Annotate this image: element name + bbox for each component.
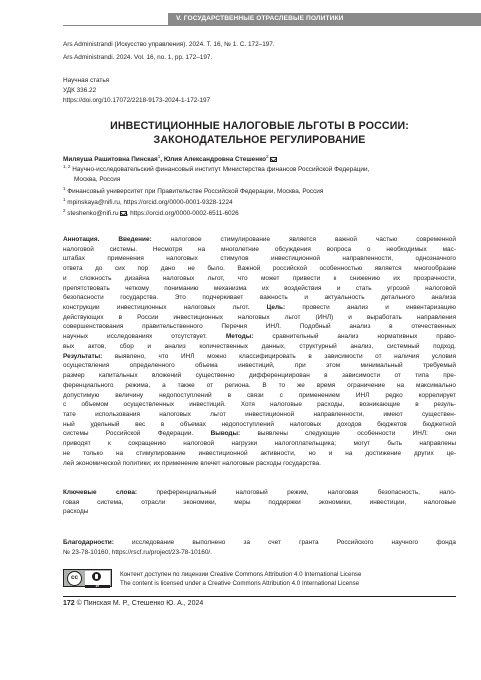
abstract-line — [63, 303, 456, 313]
article-title — [63, 119, 456, 148]
abstract-text: сравнительный анализ нормативных право- — [253, 333, 456, 341]
title-line-2: ЗАКОНОДАТЕЛЬНОЕ РЕГУЛИРОВАНИЕ — [153, 134, 366, 147]
copyright: © Пинская М. Р., Стешенко Ю. А., 2024 — [74, 600, 204, 607]
abstract-line: и сложность дизайна налоговых льгот, что может привести к снижению их прозрачности, — [63, 274, 456, 282]
abstract-text: конструкции инвестиционных налоговых льгот. — [63, 304, 267, 312]
acknowledgments-text: исследование выполнено за счет гранта Российского научного фонда — [113, 539, 456, 546]
abstract-line: ответа до сих пор дано не было. Важной российской особенностью является многообразие — [63, 265, 456, 273]
footer-rule — [63, 596, 456, 597]
abstract-heading: Методы: — [225, 333, 254, 341]
abstract-line: штабах применения налоговых стимулов инвестиционной направленности, однозначного — [63, 255, 456, 263]
email-2-address[interactable]: steshenko@nifi.ru — [67, 210, 119, 217]
abstract-line — [63, 332, 456, 342]
authors — [63, 155, 456, 165]
article-type: Научная статья — [63, 77, 110, 84]
keywords-line: говая система, отрасли экономики, меры поддержки экономики, инвестиции, налоговые — [63, 498, 456, 506]
email-2-sup: 2 — [63, 207, 66, 213]
keywords-line: расходы — [63, 508, 89, 516]
abstract-heading: Выводы: — [210, 430, 241, 438]
by-icon — [85, 571, 110, 585]
author-2: Юлия Александровна Стешенко — [163, 156, 267, 163]
acknowledgments-line[interactable]: № 23-78-10160, https://rscf.ru/project/23-78-10160/. — [63, 548, 212, 556]
acknowledgments-line — [63, 538, 456, 548]
envelope-icon — [270, 157, 277, 162]
email-1-sup: 1 — [63, 196, 66, 202]
abstract-line: допустимую величину недопоступлений в связи с применением ИНЛ редко коррелирует — [63, 391, 456, 399]
affiliation-1-text: Финансовый университет при Правительстве Российской Федерации, Москва, Россия — [67, 188, 324, 195]
abstract-line: действующих в России инвестиционных налоговых льгот (ИНЛ) и выработать направления — [63, 313, 456, 321]
email-1-orcid[interactable]: mpinskaya@nifi.ru, https://orcid.org/0000-0001-9328-1224 — [67, 199, 233, 206]
abstract-line: безопасности государства. Это подчеркивает важность и актуальность детального анализа — [63, 294, 456, 302]
acknowledgments — [63, 538, 456, 557]
author-2-contacts — [63, 209, 456, 219]
license-text-en: The content is licensed under a Creative Commons Attribution 4.0 International License — [120, 580, 360, 587]
abstract-text: выявлены следующие особенности ИНЛ: они — [240, 430, 456, 438]
author-1: Миляуша Рашитовна Пинская — [63, 156, 158, 163]
abstract-line: ференциального режима, а также от региона. В то же время ограничение на максимально — [63, 381, 456, 389]
keywords-label: Ключевые слова: — [63, 489, 138, 496]
header-rule — [63, 25, 481, 26]
affiliation-1-2-line-2: Москва, Россия — [74, 176, 121, 183]
affiliation-1-sup: 1 — [63, 185, 66, 191]
abstract-line: тате использования налоговых льгот инвестиционной направленности, имеют существен- — [63, 410, 456, 418]
cc-by-license-badge[interactable] — [63, 569, 112, 587]
abstract-line: осуществления определенного объема инвестиций, при этом минимальный требуемый — [63, 362, 456, 370]
title-line-1: ИНВЕСТИЦИОННЫЕ НАЛОГОВЫЕ ЛЬГОТЫ В РОССИИ: — [110, 120, 409, 132]
abstract-text: налоговое стимулирование является важной частью современной — [151, 236, 456, 243]
abstract-line: не только на стимулирование инвестиционной активности, но и на достижение других це- — [63, 449, 456, 457]
abstract-line: с объемом осуществленных инвестиций. Хотя налоговые расходы, возникающие в резуль- — [63, 401, 456, 409]
abstract-text: системы Российской Федерации. — [63, 430, 211, 438]
page-number: 172 — [63, 600, 75, 607]
abstract-line: лей экономической политики; их применение влечет налоговые расходы государства. — [63, 459, 321, 467]
abstract-line: приводят к сокращению налоговой нагрузки налогоплательщика; могут быть направлены — [63, 440, 456, 448]
acknowledgments-label: Благодарности: — [63, 539, 114, 546]
doi-link[interactable]: https://doi.org/10.17072/2218-9173-2024-1-172-197 — [63, 97, 211, 104]
license-text-ru: Контент доступен по лицензии Creative Commons Attribution 4.0 International License — [120, 571, 362, 578]
author-1-contacts — [63, 198, 456, 208]
keywords-line — [63, 488, 456, 498]
abstract-text: научных исследованиях отсутствует. — [63, 333, 226, 341]
abstract-heading: Аннотация. Введение: — [63, 236, 152, 243]
page-footer — [63, 599, 203, 609]
running-header: V. ГОСУДАРСТВЕННЫЕ ОТРАСЛЕВЫЕ ПОЛИТИКИ — [168, 13, 481, 25]
affiliation-1-2 — [63, 165, 456, 175]
keywords — [63, 488, 456, 517]
author-1-sup: 1 — [157, 153, 161, 159]
keywords-text: преференциальный налоговый режим, налоговая безопасность, нало- — [137, 489, 457, 496]
abstract-heading: Результаты: — [63, 352, 103, 360]
abstract-line: налоговой системы. Несмотря на многолетние обсуждения вопроса о необходимых мас- — [63, 245, 456, 253]
author-2-sup: 2 — [266, 153, 269, 159]
abstract-line: вых актов, сбор и анализ количественных данных, структурный анализ, системный подход. — [63, 342, 456, 350]
citation-ru: Ars Administrandi (Искусство управления). 2024. Т. 16, № 1. С. 172–197. — [63, 41, 275, 48]
abstract-line — [63, 235, 456, 245]
affiliation-1-2-sup: 1, 2 — [63, 163, 71, 169]
by-label: BY — [85, 585, 110, 588]
affiliation-1 — [63, 187, 456, 197]
abstract-line — [63, 429, 456, 439]
email-2-orcid[interactable]: , https://orcid.org/0000-0002-6511-6026 — [126, 210, 239, 217]
abstract-line: ный удельный вес в объемах недопоступлений налоговых доходов бюджетов бюджетной — [63, 420, 456, 428]
abstract-text: провести анализ и инвентаризацию — [285, 304, 456, 312]
udc: УДК 336.22 — [63, 87, 97, 94]
citation-en: Ars Administrandi. 2024. Vol. 16, no. 1, pp. 172–197. — [63, 54, 213, 61]
abstract-heading: Цель: — [266, 304, 286, 312]
abstract-line: размер капитальных вложений существенно дифференциирован в зависимости от типа пре- — [63, 372, 456, 380]
abstract-line: совершенствования правительственного Перечня ИНЛ. Подобный анализ в отечественных — [63, 323, 456, 331]
abstract-line — [63, 352, 456, 362]
person-icon — [92, 572, 101, 581]
abstract-line: препятствовать четкому пониманию механизма их воздействия и стать угрозой налоговой — [63, 284, 456, 292]
author-separator: , — [160, 156, 164, 163]
abstract-text: выявлено, что ИНЛ можно классифицировать в зависимости от наличия условия — [102, 352, 456, 360]
abstract — [63, 235, 456, 468]
cc-icon: cc — [67, 571, 82, 586]
affiliation-1-2-line-1: Научно-исследовательский финансовый институт Министерства финансов Российской Федерации, — [72, 166, 370, 173]
envelope-icon — [120, 211, 127, 216]
